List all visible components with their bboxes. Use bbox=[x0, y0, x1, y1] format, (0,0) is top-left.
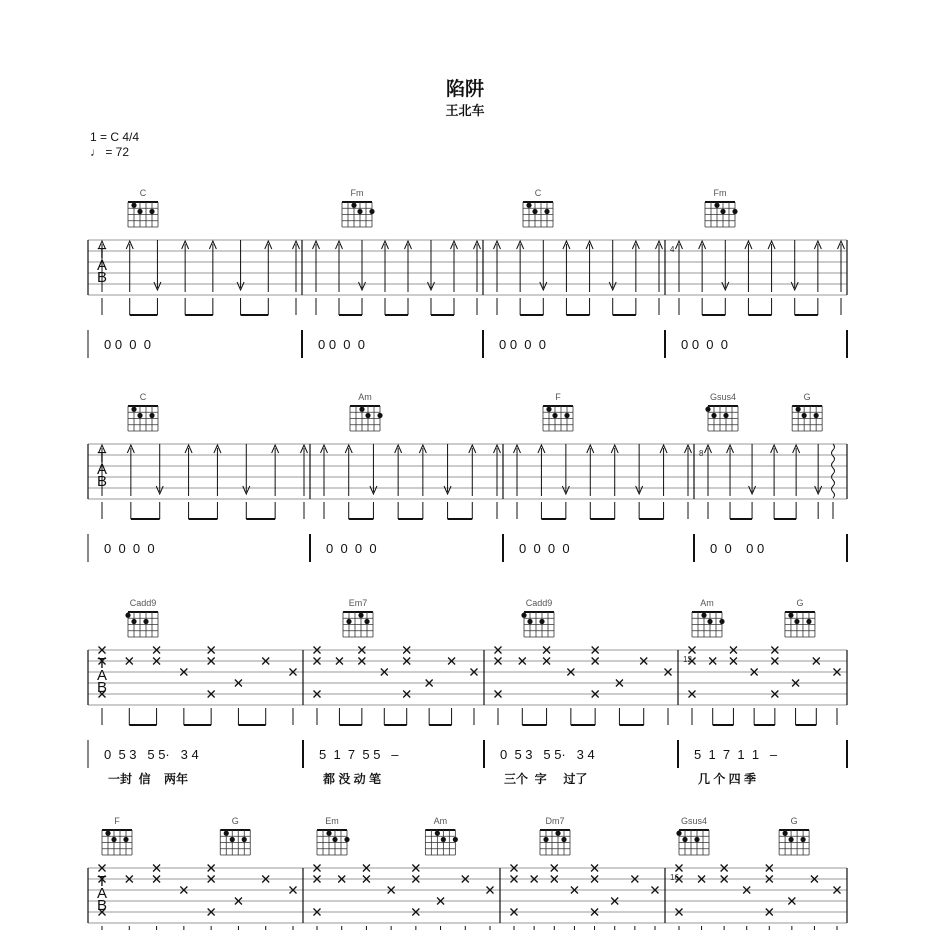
chord-finger-dot bbox=[125, 613, 130, 618]
chord-name: Em7 bbox=[348, 598, 368, 608]
jianpu-notation: 5 1 7 1 1 – bbox=[694, 747, 778, 762]
chord-name: Dm7 bbox=[545, 816, 565, 826]
chord-finger-dot bbox=[794, 619, 799, 624]
jianpu-notation: 0 0 0 0 bbox=[710, 541, 765, 556]
chord-finger-dot bbox=[719, 619, 724, 624]
chord-diagram bbox=[540, 830, 570, 855]
chord-finger-dot bbox=[521, 613, 526, 618]
chord-finger-dot bbox=[783, 831, 788, 836]
tab-clef-letter: T bbox=[97, 873, 107, 890]
chord-finger-dot bbox=[552, 413, 557, 418]
chord-finger-dot bbox=[357, 209, 362, 214]
key-signature: 1 = C 4/4 bbox=[90, 130, 140, 144]
lyrics-line: 三个 字 过了 bbox=[504, 772, 588, 786]
chord-name: Em bbox=[325, 816, 339, 826]
chord-diagram bbox=[705, 202, 738, 227]
chord-diagram bbox=[705, 406, 738, 431]
chord-diagram bbox=[785, 612, 815, 637]
chord-finger-dot bbox=[802, 413, 807, 418]
chord-finger-dot bbox=[555, 831, 560, 836]
tab-clef-letter: T bbox=[97, 655, 107, 672]
chord-finger-dot bbox=[789, 837, 794, 842]
chord-diagram bbox=[343, 612, 373, 637]
chord-finger-dot bbox=[796, 407, 801, 412]
chord-finger-dot bbox=[723, 413, 728, 418]
chord-diagram bbox=[317, 830, 350, 855]
chord-name: Gsus4 bbox=[709, 392, 737, 402]
jianpu-notation: 0 0 0 0 bbox=[318, 337, 365, 352]
chord-name: Am bbox=[358, 392, 372, 402]
chord-finger-dot bbox=[344, 837, 349, 842]
chord-finger-dot bbox=[707, 619, 712, 624]
chord-finger-dot bbox=[377, 413, 382, 418]
chord-diagram bbox=[128, 202, 158, 227]
chord-finger-dot bbox=[137, 413, 142, 418]
chord-finger-dot bbox=[326, 831, 331, 836]
chord-finger-dot bbox=[332, 837, 337, 842]
chord-finger-dot bbox=[705, 407, 710, 412]
chord-finger-dot bbox=[364, 619, 369, 624]
chord-name: Am bbox=[433, 816, 448, 826]
chord-finger-dot bbox=[149, 209, 154, 214]
chord-name: C bbox=[534, 188, 542, 198]
lyrics-line: 都 没 动 笔 bbox=[323, 772, 382, 786]
chord-finger-dot bbox=[111, 837, 116, 842]
jianpu-notation: 0 0 0 0 bbox=[681, 337, 728, 352]
chord-diagram bbox=[521, 612, 554, 637]
chord-diagram bbox=[342, 202, 375, 227]
song-title: 陷阱 bbox=[445, 78, 484, 100]
chord-finger-dot bbox=[131, 203, 136, 208]
chord-diagram bbox=[792, 406, 822, 431]
chord-finger-dot bbox=[224, 831, 229, 836]
chord-finger-dot bbox=[788, 613, 793, 618]
chord-diagram bbox=[220, 830, 250, 855]
chord-finger-dot bbox=[806, 619, 811, 624]
chord-name: F bbox=[555, 392, 561, 402]
tab-clef-letter: B bbox=[96, 897, 108, 914]
chord-diagram bbox=[523, 202, 553, 227]
tab-system-1 bbox=[88, 240, 847, 358]
chord-finger-dot bbox=[441, 837, 446, 842]
chord-finger-dot bbox=[532, 209, 537, 214]
chord-finger-dot bbox=[701, 613, 706, 618]
chord-finger-dot bbox=[105, 831, 110, 836]
lyrics-line: 几 个 四 季 bbox=[698, 772, 757, 786]
song-artist: 王北车 bbox=[445, 104, 485, 119]
chord-finger-dot bbox=[546, 407, 551, 412]
chord-diagram bbox=[676, 830, 709, 855]
tab-clef-letter: A bbox=[96, 257, 108, 274]
chord-name: G bbox=[803, 392, 811, 402]
chord-finger-dot bbox=[369, 209, 374, 214]
chord-finger-dot bbox=[359, 407, 364, 412]
chord-finger-dot bbox=[365, 413, 370, 418]
measure-number: 16 bbox=[670, 873, 679, 882]
chord-finger-dot bbox=[526, 203, 531, 208]
chord-finger-dot bbox=[676, 831, 681, 836]
tab-clef-letter: B bbox=[96, 269, 108, 286]
arpeggio-wavy-line bbox=[832, 444, 835, 498]
chord-finger-dot bbox=[149, 413, 154, 418]
chord-finger-dot bbox=[544, 209, 549, 214]
chord-name: F bbox=[114, 816, 120, 826]
jianpu-notation: 0 0 0 0 bbox=[499, 337, 546, 352]
jianpu-notation: 0 5 3 5 5· 3 4 bbox=[500, 747, 595, 762]
chord-finger-dot bbox=[242, 837, 247, 842]
chord-finger-dot bbox=[131, 619, 136, 624]
tab-clef-letter: A bbox=[96, 667, 108, 684]
chord-finger-dot bbox=[714, 203, 719, 208]
chord-name: G bbox=[796, 598, 804, 608]
chord-diagram bbox=[543, 406, 573, 431]
chord-name: Fm bbox=[350, 188, 364, 198]
measure-number: 8 bbox=[699, 449, 704, 458]
chord-name: G bbox=[790, 816, 798, 826]
jianpu-notation: 5 1 7 5 5 – bbox=[319, 747, 399, 762]
chord-finger-dot bbox=[358, 613, 363, 618]
tempo-marking: ♩ = 72 bbox=[90, 145, 130, 159]
tab-clef-letter: T bbox=[97, 245, 107, 262]
chord-finger-dot bbox=[564, 413, 569, 418]
chord-finger-dot bbox=[694, 837, 699, 842]
chord-name: Cadd9 bbox=[129, 598, 157, 608]
chord-name: C bbox=[139, 188, 147, 198]
chord-finger-dot bbox=[732, 209, 737, 214]
jianpu-notation: 0 0 0 0 bbox=[104, 337, 151, 352]
chord-finger-dot bbox=[346, 619, 351, 624]
chord-diagram bbox=[350, 406, 383, 431]
chord-name: Gsus4 bbox=[680, 816, 708, 826]
jianpu-notation: 0 5 3 5 5· 3 4 bbox=[104, 747, 199, 762]
jianpu-notation: 0 0 0 0 bbox=[104, 541, 155, 556]
chord-name: Fm bbox=[713, 188, 727, 198]
chord-diagram bbox=[128, 406, 158, 431]
chord-diagram bbox=[779, 830, 809, 855]
chord-finger-dot bbox=[137, 209, 142, 214]
tab-clef-letter: B bbox=[96, 679, 108, 696]
chord-finger-dot bbox=[143, 619, 148, 624]
lyrics-line: 一封 信 两年 bbox=[108, 772, 189, 786]
chord-finger-dot bbox=[351, 203, 356, 208]
chord-diagram bbox=[125, 612, 158, 637]
chord-name: G bbox=[231, 816, 239, 826]
chord-finger-dot bbox=[801, 837, 806, 842]
chord-name: Cadd9 bbox=[525, 598, 553, 608]
chord-diagram bbox=[425, 830, 458, 855]
measure-number: 12 bbox=[683, 655, 692, 664]
chord-finger-dot bbox=[131, 407, 136, 412]
chord-finger-dot bbox=[230, 837, 235, 842]
tab-clef-letter: B bbox=[96, 473, 108, 490]
chord-finger-dot bbox=[814, 413, 819, 418]
chord-finger-dot bbox=[539, 619, 544, 624]
jianpu-notation: 0 0 0 0 bbox=[326, 541, 377, 556]
chord-name: Am bbox=[700, 598, 714, 608]
chord-finger-dot bbox=[711, 413, 716, 418]
chord-finger-dot bbox=[123, 837, 128, 842]
jianpu-notation: 0 0 0 0 bbox=[519, 541, 570, 556]
chord-finger-dot bbox=[453, 837, 458, 842]
tab-clef-letter: A bbox=[96, 885, 108, 902]
chord-finger-dot bbox=[720, 209, 725, 214]
chord-finger-dot bbox=[561, 837, 566, 842]
measure-number: 4 bbox=[670, 245, 675, 254]
chord-finger-dot bbox=[682, 837, 687, 842]
chord-finger-dot bbox=[543, 837, 548, 842]
chord-finger-dot bbox=[435, 831, 440, 836]
chord-name: C bbox=[139, 392, 147, 402]
tab-clef-letter: T bbox=[97, 449, 107, 466]
chord-finger-dot bbox=[527, 619, 532, 624]
chord-diagram bbox=[692, 612, 725, 637]
chord-diagram bbox=[102, 830, 132, 855]
tab-clef-letter: A bbox=[96, 461, 108, 478]
